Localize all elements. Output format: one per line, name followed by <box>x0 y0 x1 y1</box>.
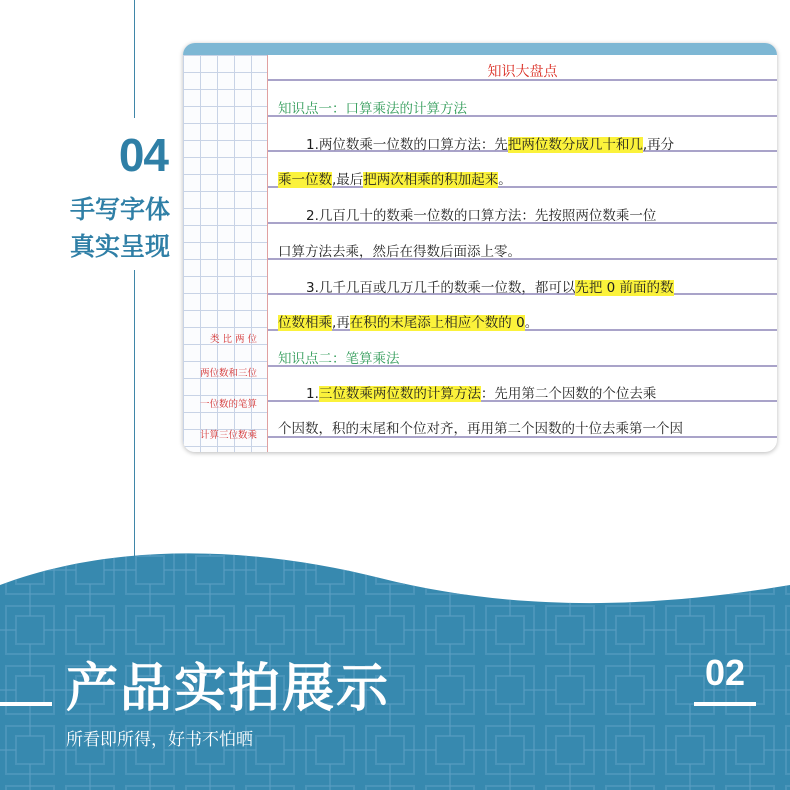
highlighted-text: 在积的末尾添上相应个数的 0 <box>349 315 525 331</box>
margin-note-2: 两位数和三位 <box>199 368 257 379</box>
section-heading-2: 知识点二：笔算乘法 <box>278 351 400 367</box>
side-caption-line1: 手写字体 <box>69 195 170 224</box>
title-underline-left <box>0 702 52 706</box>
notebook-title: 知识大盘点 <box>487 64 558 80</box>
banner-number: 02 <box>704 652 746 693</box>
margin-note-4: 计算三位数乘 <box>199 430 257 441</box>
number-underline <box>694 702 756 706</box>
highlighted-text: 乘一位数 <box>278 172 332 188</box>
note-text: 。 <box>524 315 539 331</box>
highlighted-text: 把两位数分成几十和几 <box>507 137 643 153</box>
banner-title: 产品实拍展示 <box>66 659 391 719</box>
side-caption-line2: 真实呈现 <box>69 232 170 261</box>
margin-note-3: 一位数的笔算 <box>199 399 257 410</box>
note-text: ,再分 <box>642 137 675 153</box>
note-text: 3.几千几百或几万几千的数乘一位数，都可以 <box>306 280 576 296</box>
note-text: 。 <box>498 172 512 188</box>
highlighted-text: 把两次相乘的积加起来 <box>363 172 499 188</box>
note-text: ,再 <box>332 315 350 331</box>
banner-subtitle: 所看即所得，好书不怕晒 <box>66 730 253 750</box>
highlighted-text: 先把 0 前面的数 <box>575 280 674 296</box>
margin-note-1: 类 比 两 位 <box>209 334 257 345</box>
highlighted-text: 位数相乘 <box>278 315 332 331</box>
note-text: 1. <box>306 386 319 402</box>
note-text: ,最后 <box>332 172 364 188</box>
note-line-8: 个因数，积的末尾和个位对齐，再用第二个因数的十位去乘第一个因 <box>278 421 683 437</box>
note-line-3: 2.几百几十的数乘一位数的口算方法：先按照两位数乘一位 <box>306 208 657 224</box>
section-number: 04 <box>118 129 168 181</box>
note-line-4: 口算方法去乘，然后在得数后面添上零。 <box>278 244 521 260</box>
highlighted-text: 三位数乘两位数的计算方法 <box>318 386 481 402</box>
note-text: 1.两位数乘一位数的口算方法：先 <box>306 137 508 153</box>
note-text: ：先用第二个因数的个位去乘 <box>480 386 657 402</box>
section-heading-1: 知识点一：口算乘法的计算方法 <box>278 101 467 117</box>
